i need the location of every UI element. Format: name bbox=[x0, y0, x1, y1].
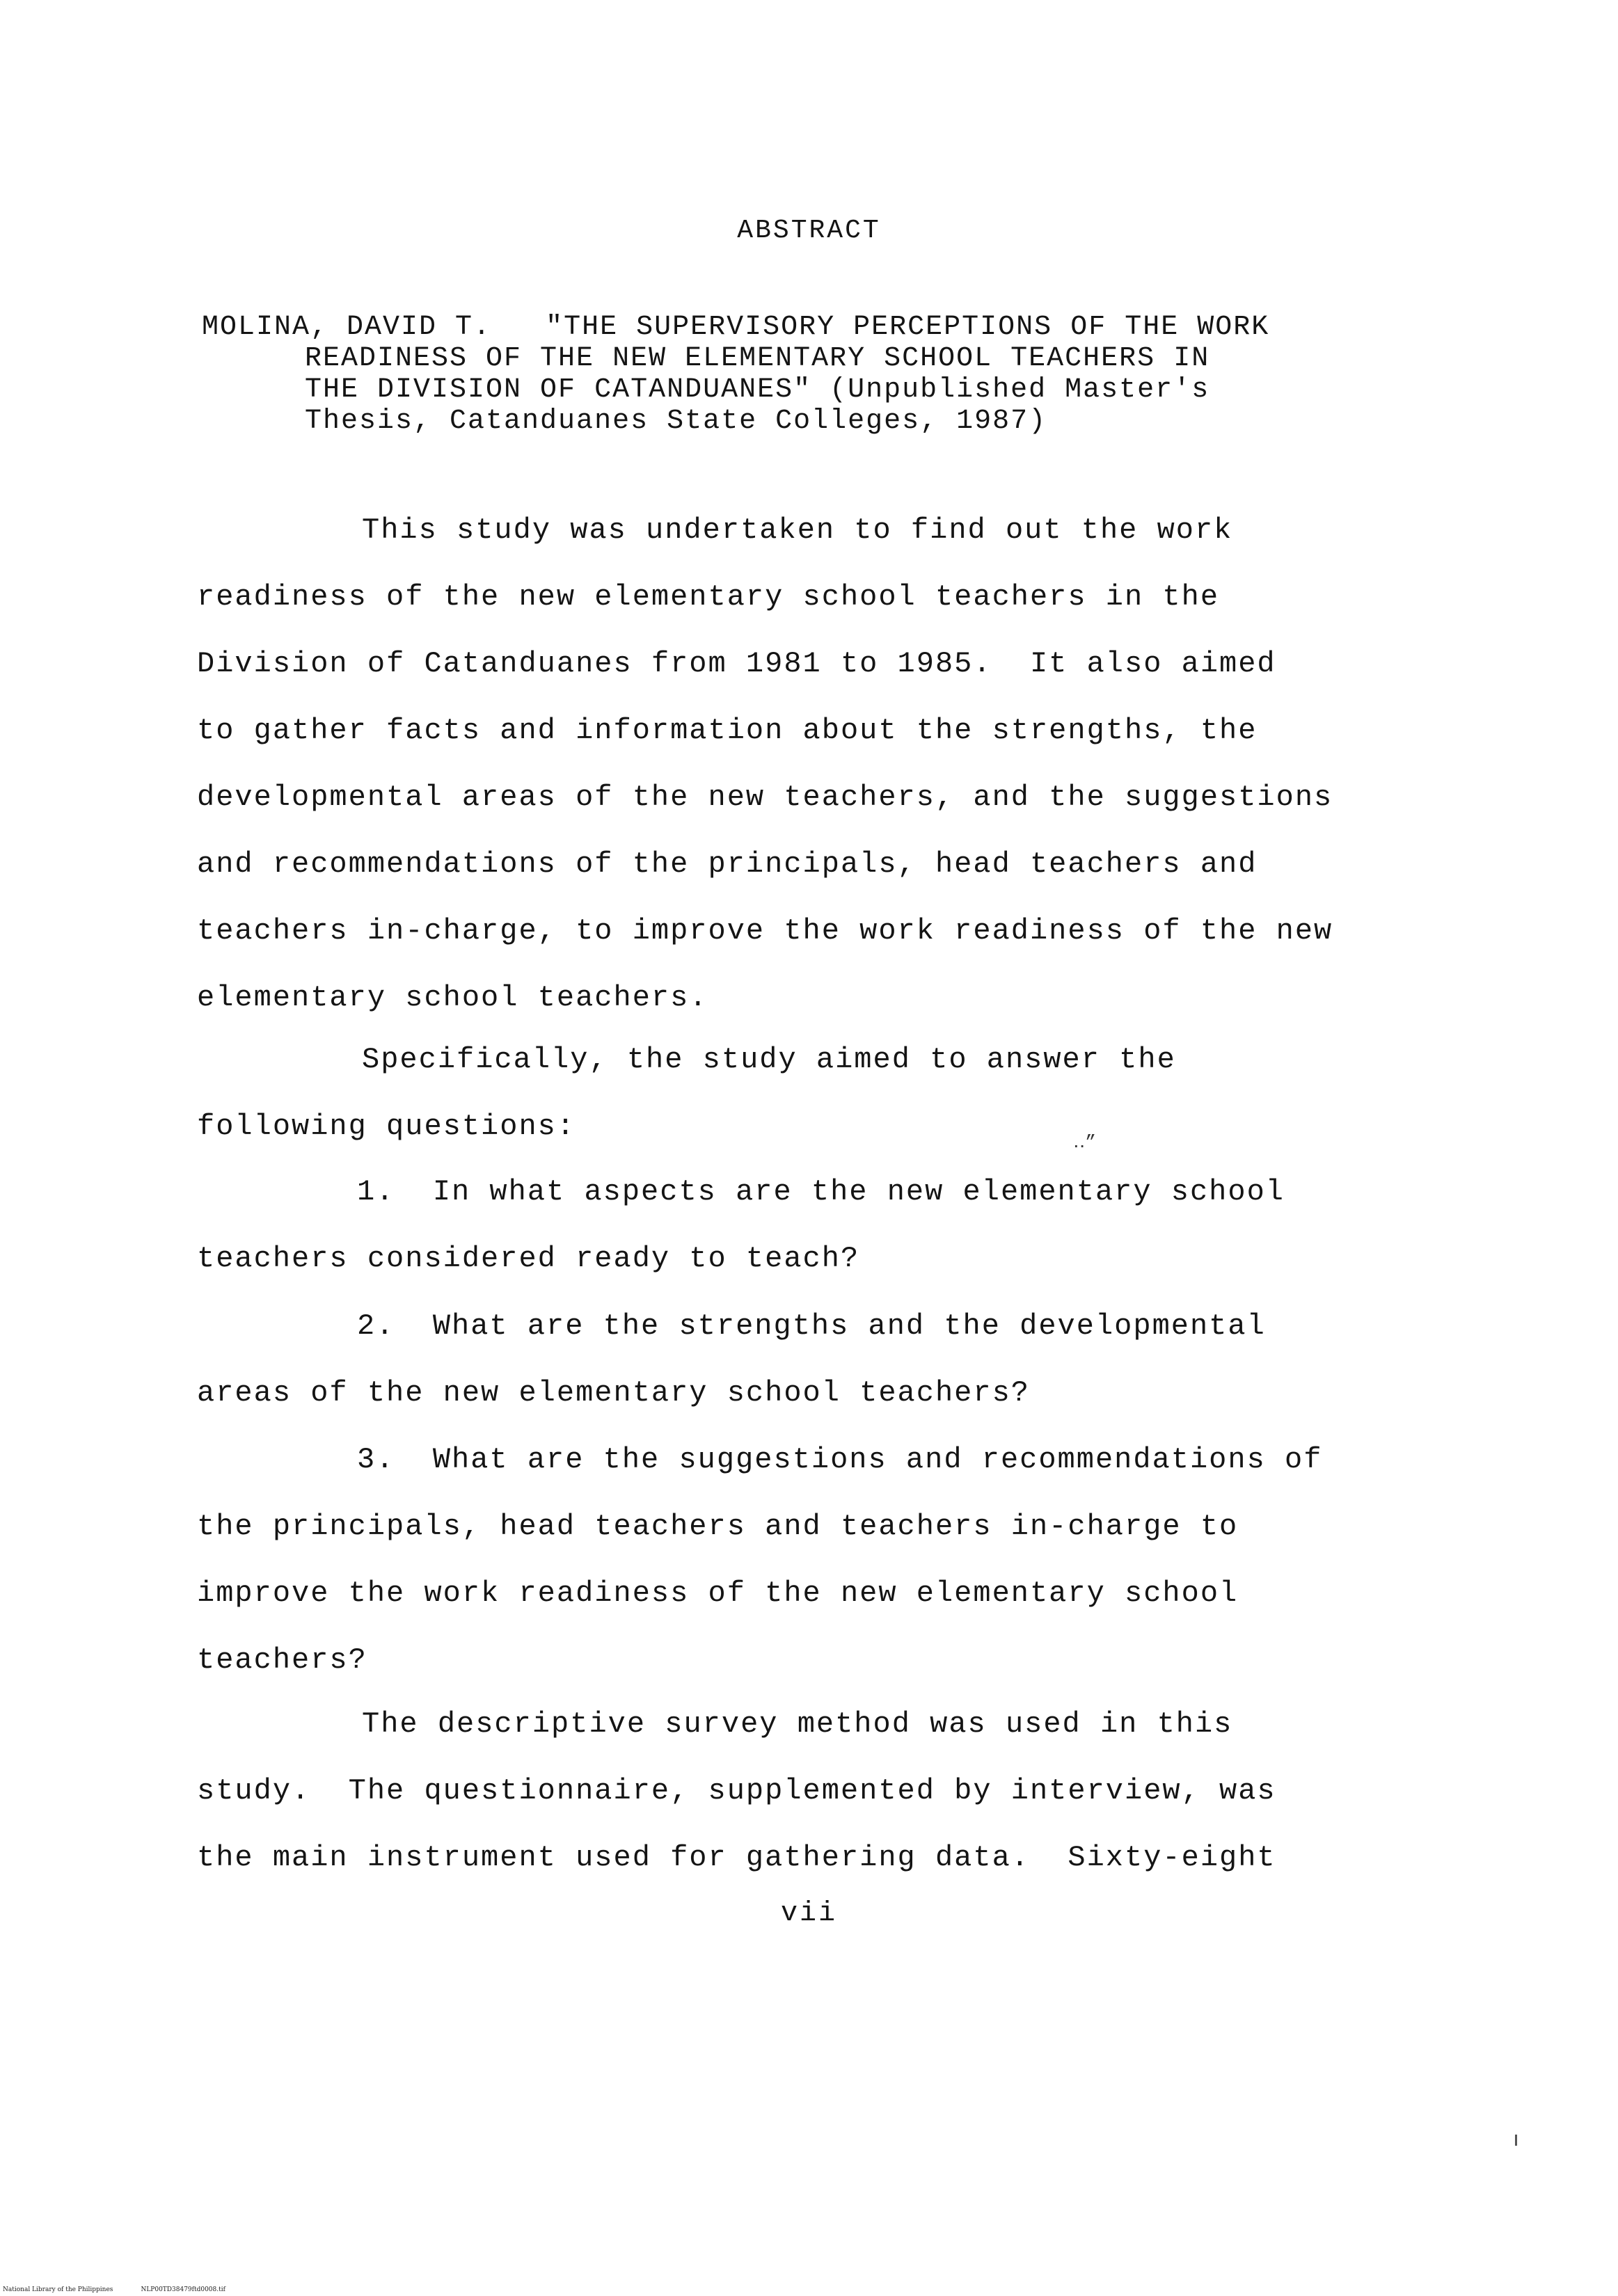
paragraph-line: teachers considered ready to teach? bbox=[197, 1242, 860, 1275]
paragraph-line: The descriptive survey method was used in this bbox=[362, 1707, 1233, 1741]
bibliographic-citation bbox=[202, 312, 1385, 437]
paragraph-line: elementary school teachers. bbox=[197, 981, 708, 1014]
question-item-1 bbox=[197, 1158, 1401, 1292]
paragraph-line: study. The questionnaire, supplemented by interview, was bbox=[197, 1774, 1276, 1808]
paragraph-line: 2. What are the strengths and the developmental bbox=[357, 1309, 1266, 1343]
scan-speck: ․․” bbox=[1073, 1132, 1096, 1153]
paragraph-line: Division of Catanduanes from 1981 to 1985. It also aimed bbox=[197, 647, 1276, 680]
paragraph-line: readiness of the new elementary school teachers in the bbox=[197, 580, 1220, 614]
paragraph-line: teachers? bbox=[197, 1643, 367, 1677]
paragraph-line: Specifically, the study aimed to answer the bbox=[362, 1043, 1176, 1076]
question-item-2 bbox=[197, 1293, 1401, 1426]
paragraph-line: and recommendations of the principals, head teachers and bbox=[197, 847, 1258, 881]
paragraph-specific-aims bbox=[197, 1026, 1401, 1160]
paragraph-line: areas of the new elementary school teachers? bbox=[197, 1376, 1030, 1410]
paragraph-line: 1. In what aspects are the new elementary school bbox=[357, 1175, 1285, 1209]
paragraph-line: developmental areas of the new teachers, and the suggestions bbox=[197, 781, 1333, 814]
question-item-3 bbox=[197, 1426, 1401, 1693]
citation-line: Thesis, Catanduanes State Colleges, 1987) bbox=[305, 406, 1047, 437]
footer-filename: NLP00TD38479ftd0008.tif bbox=[141, 2286, 225, 2293]
paragraph-line: following questions: bbox=[197, 1110, 576, 1143]
paragraph-line: teachers in-charge, to improve the work readiness of the new bbox=[197, 914, 1333, 948]
footer-credit-text: National Library of the Philippines bbox=[3, 2286, 113, 2293]
scan-artifact bbox=[1515, 2135, 1517, 2146]
paragraph-purpose bbox=[197, 497, 1401, 1031]
citation-line: THE DIVISION OF CATANDUANES" (Unpublished Master's bbox=[305, 374, 1210, 406]
citation-line: READINESS OF THE NEW ELEMENTARY SCHOOL TEACHERS IN bbox=[305, 343, 1210, 374]
scan-footer bbox=[3, 2286, 225, 2293]
paragraph-line: improve the work readiness of the new elementary school bbox=[197, 1577, 1239, 1610]
paragraph-line: the principals, head teachers and teachers in-charge to bbox=[197, 1510, 1239, 1543]
paragraph-line: to gather facts and information about the strengths, the bbox=[197, 714, 1258, 747]
citation-line: MOLINA, DAVID T. "THE SUPERVISORY PERCEPTIONS OF THE WORK bbox=[202, 312, 1270, 343]
paragraph-method bbox=[197, 1691, 1401, 1891]
paragraph-line: the main instrument used for gathering data. Sixty-eight bbox=[197, 1841, 1276, 1874]
abstract-heading: ABSTRACT bbox=[737, 216, 881, 246]
page-number: vii bbox=[780, 1898, 837, 1929]
paragraph-line: This study was undertaken to find out the work bbox=[362, 513, 1233, 547]
paragraph-line: 3. What are the suggestions and recommendations of bbox=[357, 1443, 1323, 1476]
